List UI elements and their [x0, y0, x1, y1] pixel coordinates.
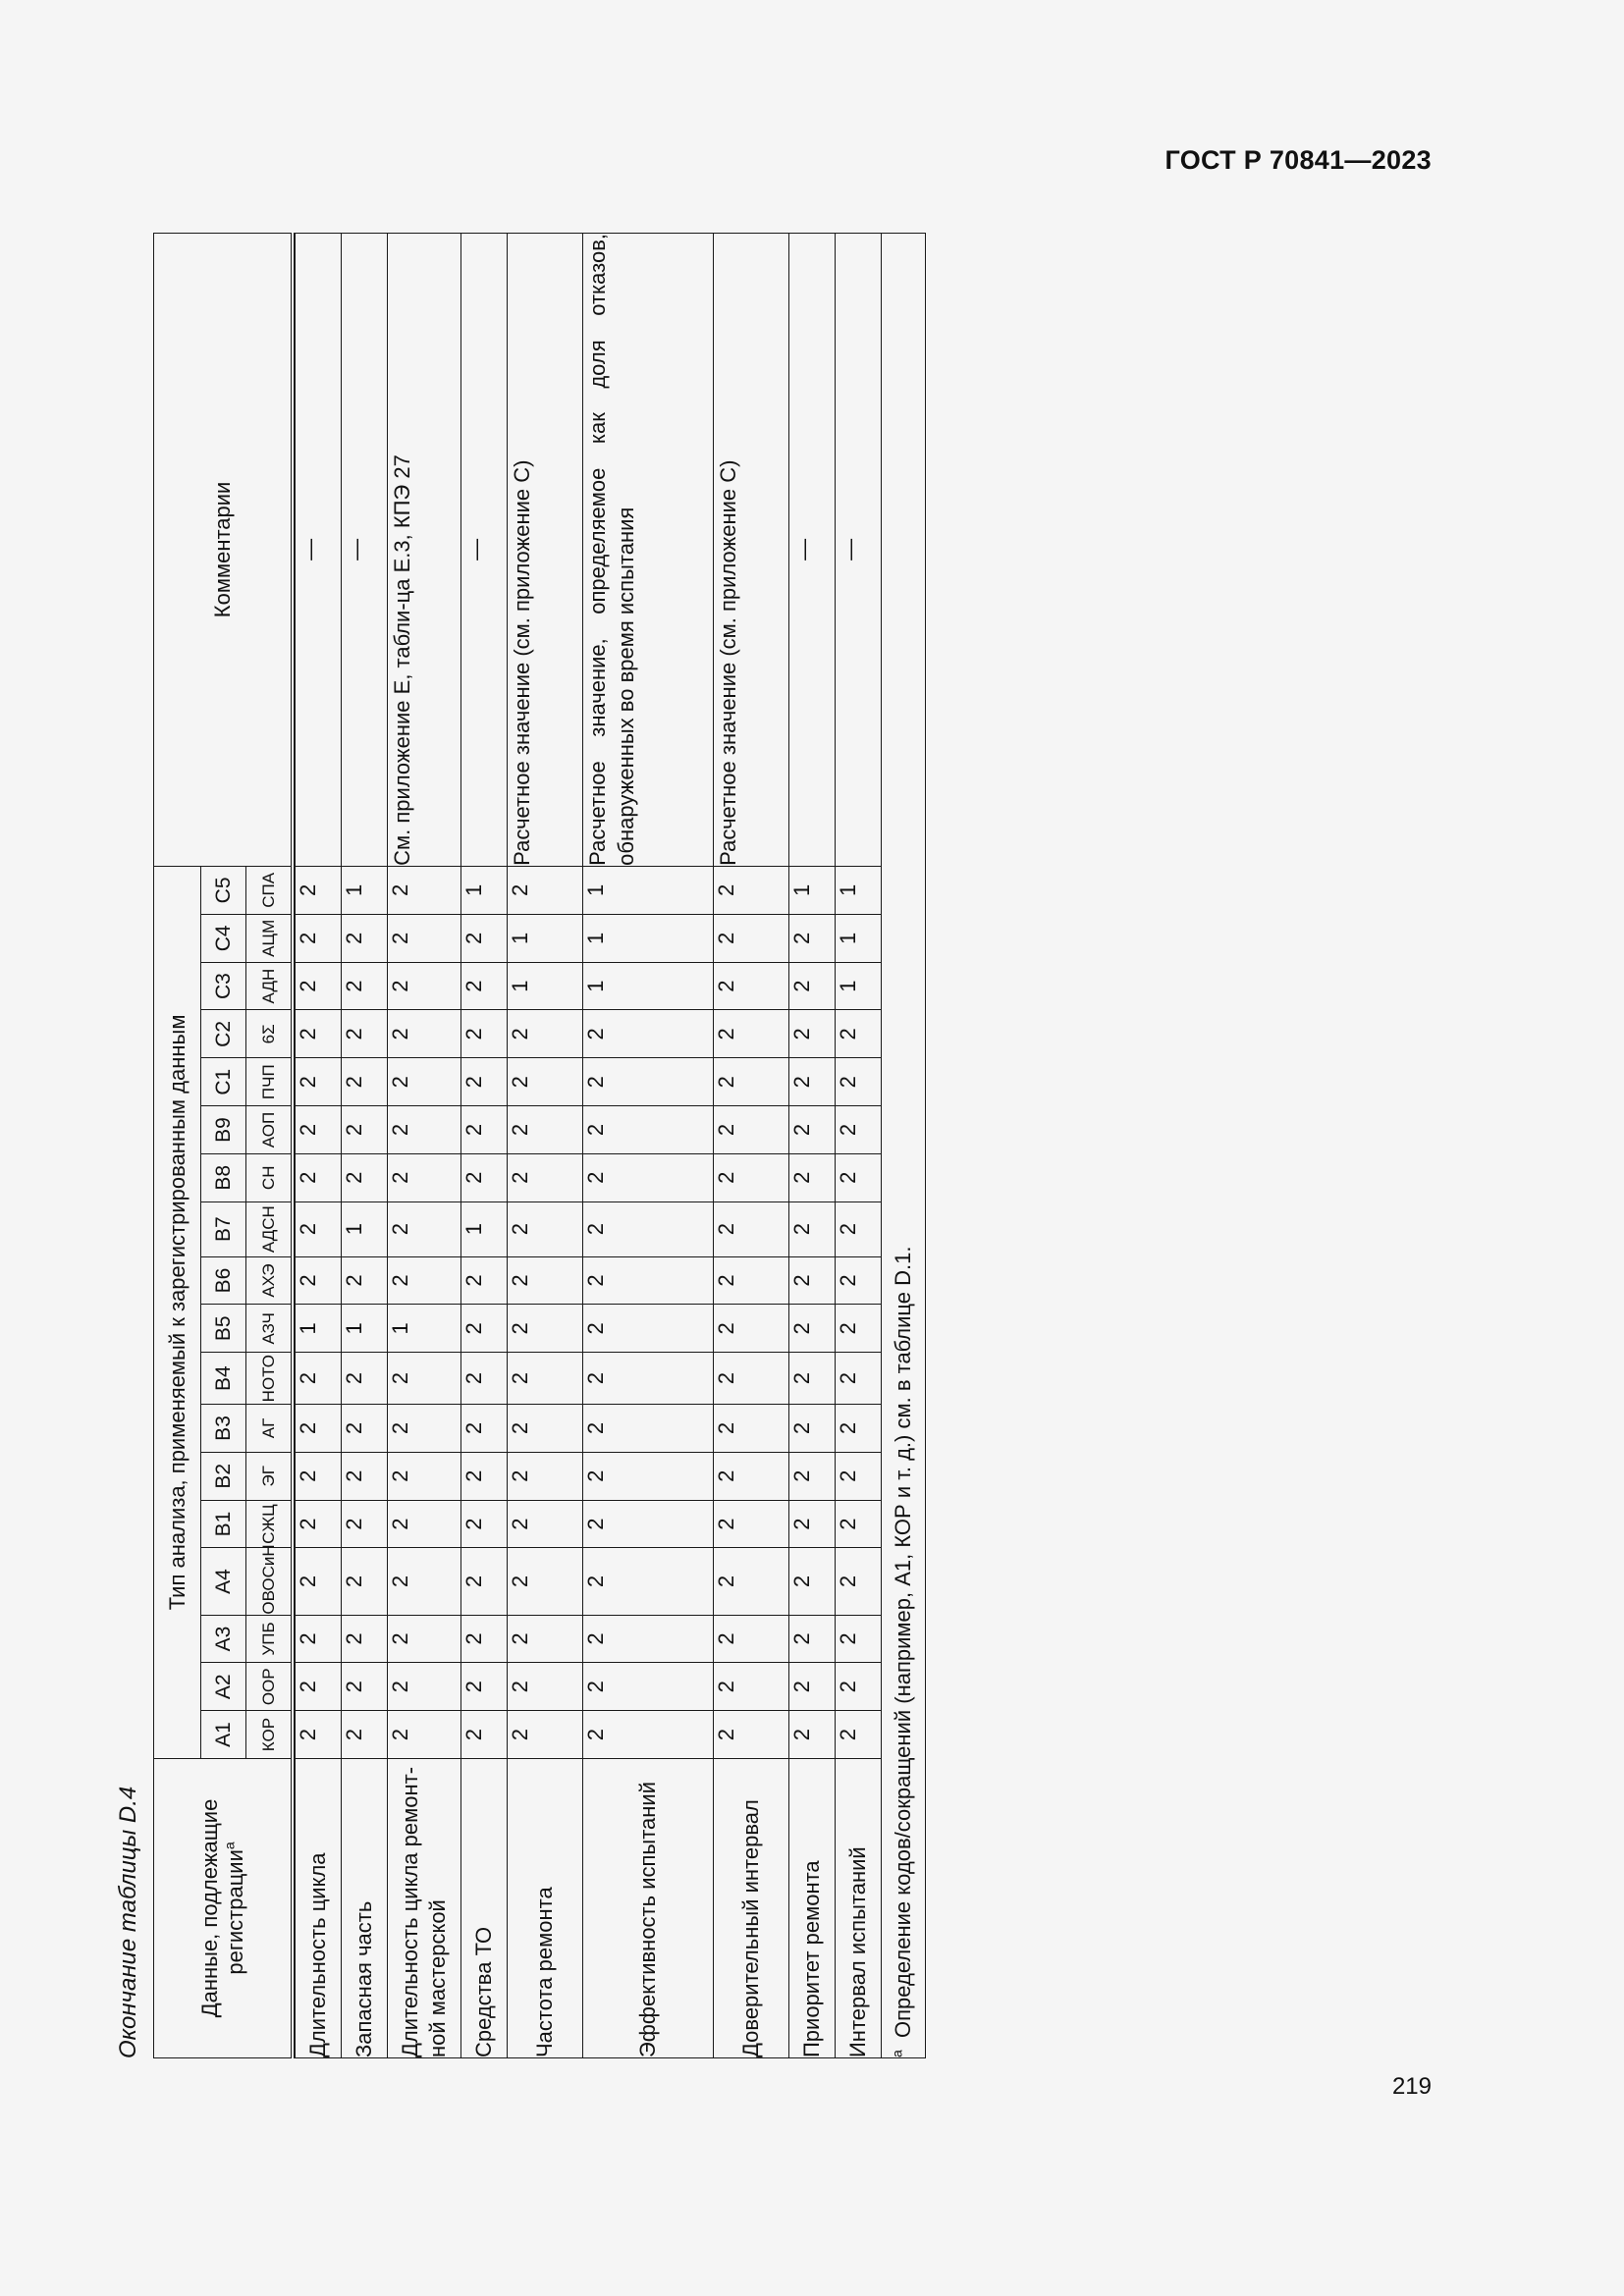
row-value: 2: [342, 962, 388, 1010]
row-label: Интервал испытаний: [836, 1758, 882, 2057]
row-value: 2: [836, 1256, 882, 1305]
analysis-code: B8: [201, 1153, 246, 1201]
row-comment: —: [836, 234, 882, 867]
row-value: 2: [836, 1548, 882, 1615]
row-label: Запасная часть: [342, 1758, 388, 2057]
row-value: 2: [583, 1405, 714, 1453]
row-value: 2: [296, 1201, 342, 1256]
row-value: 2: [714, 1106, 789, 1154]
row-value: 1: [388, 1305, 461, 1353]
row-value: 2: [508, 1106, 583, 1154]
analysis-code: A2: [201, 1663, 246, 1711]
row-value: 2: [508, 1405, 583, 1453]
row-label: Частота ремонта: [508, 1758, 583, 2057]
row-value: 2: [461, 1153, 508, 1201]
row-value: 2: [296, 1405, 342, 1453]
row-value: 2: [789, 1353, 836, 1405]
page-number: 219: [1391, 2073, 1432, 2100]
row-value: 2: [836, 1201, 882, 1256]
row-value: 2: [508, 1153, 583, 1201]
row-value: 2: [789, 1711, 836, 1759]
row-value: 2: [388, 866, 461, 914]
row-value: 2: [789, 1106, 836, 1154]
analysis-abbreviation: СПА: [246, 866, 294, 914]
analysis-abbreviation: УПБ: [246, 1615, 294, 1663]
row-value: 2: [714, 1010, 789, 1058]
row-value: 2: [714, 1500, 789, 1548]
analysis-code: C2: [201, 1010, 246, 1058]
row-value: 2: [296, 1452, 342, 1500]
row-value: 2: [714, 914, 789, 962]
row-value: 2: [583, 1201, 714, 1256]
row-value: 2: [388, 1058, 461, 1106]
row-value: 2: [836, 1500, 882, 1548]
row-value: 2: [296, 1615, 342, 1663]
row-value: 2: [789, 962, 836, 1010]
row-value: 2: [789, 1256, 836, 1305]
row-value: 2: [714, 1058, 789, 1106]
row-value: 2: [836, 1452, 882, 1500]
row-value: 1: [342, 866, 388, 914]
analysis-abbreviation: ООР: [246, 1663, 294, 1711]
row-value: 2: [508, 866, 583, 914]
row-value: 2: [583, 1500, 714, 1548]
header-data-to-register: Данные, подлежащие регистрации$^a$: [154, 1758, 294, 2057]
row-value: 2: [388, 1615, 461, 1663]
row-value: 2: [388, 1663, 461, 1711]
row-value: 2: [789, 914, 836, 962]
row-value: 2: [461, 1256, 508, 1305]
row-value: 2: [342, 1058, 388, 1106]
row-value: 2: [714, 1711, 789, 1759]
row-comment: См. приложение Е, табли-ца Е.3, КПЭ 27: [388, 234, 461, 867]
row-value: 2: [388, 914, 461, 962]
row-value: 2: [461, 1405, 508, 1453]
analysis-abbreviation: АХЭ: [246, 1256, 294, 1305]
row-comment: Расчетное значение (см. приложение С): [714, 234, 789, 867]
analysis-abbreviation: КОР: [246, 1711, 294, 1759]
data-table: [153, 233, 926, 2058]
analysis-code: B2: [201, 1452, 246, 1500]
row-value: 2: [714, 1663, 789, 1711]
row-comment: Расчетное значение (см. приложение С): [508, 234, 583, 867]
row-value: 2: [342, 1405, 388, 1453]
analysis-code: B1: [201, 1500, 246, 1548]
row-value: 2: [583, 1305, 714, 1353]
row-value: 2: [342, 1106, 388, 1154]
row-value: 2: [508, 1548, 583, 1615]
row-value: 2: [714, 1256, 789, 1305]
row-value: 2: [342, 1010, 388, 1058]
row-value: 2: [388, 1353, 461, 1405]
row-value: 1: [342, 1201, 388, 1256]
row-value: 2: [461, 1305, 508, 1353]
row-label: Приоритет ремонта: [789, 1758, 836, 2057]
document-code: ГОСТ Р 70841—2023: [1164, 145, 1432, 175]
row-label: Длительность цикла ремонт-ной мастерской: [388, 1758, 461, 2057]
row-value: 2: [508, 1256, 583, 1305]
row-comment: —: [342, 234, 388, 867]
row-comment: —: [461, 234, 508, 867]
row-comment: —: [296, 234, 342, 867]
row-label: Средства ТО: [461, 1758, 508, 2057]
row-value: 2: [342, 1256, 388, 1305]
analysis-abbreviation: СЖЦ: [246, 1500, 294, 1548]
row-value: 2: [342, 1500, 388, 1548]
analysis-code: C5: [201, 866, 246, 914]
row-value: 2: [296, 1256, 342, 1305]
row-value: 1: [583, 914, 714, 962]
row-value: 2: [836, 1353, 882, 1405]
row-value: 2: [836, 1058, 882, 1106]
row-value: 2: [508, 1305, 583, 1353]
table-row: [388, 234, 461, 2058]
row-value: 2: [342, 1153, 388, 1201]
row-value: 1: [296, 1305, 342, 1353]
table-row: [508, 234, 583, 2058]
row-value: 1: [508, 914, 583, 962]
row-value: 2: [583, 1663, 714, 1711]
row-value: 2: [461, 914, 508, 962]
analysis-code: B6: [201, 1256, 246, 1305]
row-value: 1: [583, 962, 714, 1010]
row-value: 2: [508, 1500, 583, 1548]
row-value: 2: [714, 1615, 789, 1663]
row-value: 1: [342, 1305, 388, 1353]
row-value: 2: [508, 1058, 583, 1106]
row-value: 2: [836, 1153, 882, 1201]
analysis-abbreviation: АДН: [246, 962, 294, 1010]
row-value: 2: [461, 1548, 508, 1615]
row-value: 1: [508, 962, 583, 1010]
analysis-abbreviation: ОВОСиН: [246, 1548, 294, 1615]
analysis-code: C4: [201, 914, 246, 962]
row-value: 1: [836, 866, 882, 914]
row-value: 2: [388, 1010, 461, 1058]
row-value: 2: [342, 1711, 388, 1759]
analysis-code: A4: [201, 1548, 246, 1615]
row-value: 2: [342, 1615, 388, 1663]
row-value: 2: [508, 1452, 583, 1500]
row-value: 2: [296, 914, 342, 962]
row-value: 1: [461, 1201, 508, 1256]
row-value: 2: [342, 1548, 388, 1615]
row-value: 2: [836, 1305, 882, 1353]
row-value: 2: [789, 1615, 836, 1663]
analysis-abbreviation: АОП: [246, 1106, 294, 1154]
row-value: 2: [296, 1500, 342, 1548]
row-value: 2: [583, 1058, 714, 1106]
row-value: 2: [461, 962, 508, 1010]
row-value: 2: [342, 914, 388, 962]
row-value: 2: [388, 1711, 461, 1759]
row-value: 2: [789, 1153, 836, 1201]
row-value: 2: [714, 1153, 789, 1201]
row-value: 2: [296, 1153, 342, 1201]
row-value: 2: [789, 1201, 836, 1256]
analysis-code: C1: [201, 1058, 246, 1106]
row-value: 1: [583, 866, 714, 914]
row-value: 2: [296, 1106, 342, 1154]
rotated-table-block: [106, 233, 980, 2058]
row-value: 2: [342, 1353, 388, 1405]
row-value: 2: [583, 1452, 714, 1500]
row-comment: —: [789, 234, 836, 867]
row-value: 2: [296, 1663, 342, 1711]
row-value: 2: [836, 1106, 882, 1154]
row-value: 2: [508, 1353, 583, 1405]
analysis-abbreviation: АЦМ: [246, 914, 294, 962]
row-value: 2: [508, 1663, 583, 1711]
row-value: 2: [461, 1663, 508, 1711]
row-value: 2: [296, 866, 342, 914]
row-value: 2: [583, 1353, 714, 1405]
row-value: 2: [461, 1452, 508, 1500]
row-value: 2: [583, 1106, 714, 1154]
row-value: 2: [836, 1405, 882, 1453]
row-value: 1: [836, 914, 882, 962]
row-value: 2: [461, 1615, 508, 1663]
row-value: 2: [583, 1010, 714, 1058]
row-value: 2: [388, 1548, 461, 1615]
row-value: 2: [388, 1153, 461, 1201]
row-value: 2: [714, 962, 789, 1010]
analysis-abbreviation: АГ: [246, 1405, 294, 1453]
row-value: 2: [789, 1548, 836, 1615]
analysis-abbreviation: НОТО: [246, 1353, 294, 1405]
row-value: 2: [836, 1010, 882, 1058]
analysis-abbreviation: ПЧП: [246, 1058, 294, 1106]
row-value: 2: [789, 1405, 836, 1453]
analysis-code: B4: [201, 1353, 246, 1405]
row-value: 2: [296, 1711, 342, 1759]
row-value: 2: [583, 1711, 714, 1759]
row-value: 2: [714, 866, 789, 914]
row-value: 2: [583, 1153, 714, 1201]
row-value: 2: [388, 962, 461, 1010]
row-value: 2: [714, 1405, 789, 1453]
header-analysis-type: Тип анализа, применяемый к зарегистрированным данным: [154, 866, 201, 1758]
row-value: 2: [388, 1256, 461, 1305]
analysis-code: B9: [201, 1106, 246, 1154]
row-label: Длительность цикла: [296, 1758, 342, 2057]
row-value: 2: [714, 1201, 789, 1256]
analysis-abbreviation: АЗЧ: [246, 1305, 294, 1353]
table-row: [714, 234, 789, 2058]
table-footnote: $^a$ Определение кодов/сокращений (например, А1, КОР и т. д.) см. в таблице D.1.: [882, 234, 926, 2058]
row-value: 2: [388, 1106, 461, 1154]
table-row: [583, 234, 714, 2058]
row-value: 2: [508, 1201, 583, 1256]
row-value: 2: [296, 962, 342, 1010]
row-value: 2: [508, 1010, 583, 1058]
row-value: 2: [388, 1500, 461, 1548]
row-value: 2: [461, 1353, 508, 1405]
analysis-code: B7: [201, 1201, 246, 1256]
row-value: 2: [296, 1058, 342, 1106]
row-value: 2: [789, 1452, 836, 1500]
row-value: 2: [388, 1452, 461, 1500]
row-value: 2: [789, 1500, 836, 1548]
row-value: 2: [836, 1663, 882, 1711]
table-row: [296, 234, 342, 2058]
row-value: 2: [714, 1548, 789, 1615]
header-comments: Комментарии: [154, 234, 294, 867]
row-value: 2: [461, 1106, 508, 1154]
row-value: 2: [508, 1711, 583, 1759]
row-value: 2: [583, 1256, 714, 1305]
analysis-abbreviation: ЭГ: [246, 1452, 294, 1500]
row-value: 2: [583, 1615, 714, 1663]
table-row: [789, 234, 836, 2058]
row-value: 1: [836, 962, 882, 1010]
row-value: 2: [461, 1010, 508, 1058]
row-value: 2: [714, 1353, 789, 1405]
row-value: 2: [342, 1452, 388, 1500]
row-value: 2: [342, 1663, 388, 1711]
table-row: [342, 234, 388, 2058]
table-caption: Окончание таблицы D.4: [115, 1786, 141, 2058]
table-row: [461, 234, 508, 2058]
row-value: 2: [789, 1663, 836, 1711]
analysis-abbreviation: АДСН: [246, 1201, 294, 1256]
row-value: 2: [714, 1452, 789, 1500]
row-value: 2: [388, 1201, 461, 1256]
row-label: Доверительный интервал: [714, 1758, 789, 2057]
row-value: 2: [296, 1353, 342, 1405]
row-value: 2: [789, 1058, 836, 1106]
row-value: 2: [296, 1010, 342, 1058]
row-value: 2: [836, 1711, 882, 1759]
row-value: 2: [714, 1305, 789, 1353]
row-value: 2: [789, 1010, 836, 1058]
row-value: 2: [388, 1405, 461, 1453]
row-value: 2: [461, 1058, 508, 1106]
row-value: 2: [583, 1548, 714, 1615]
row-comment: Расчетное значение, определяемое как доля отказов, обнаруженных во время испытания: [583, 234, 714, 867]
analysis-code: B5: [201, 1305, 246, 1353]
analysis-code: A3: [201, 1615, 246, 1663]
analysis-code: C3: [201, 962, 246, 1010]
row-value: 2: [461, 1500, 508, 1548]
row-value: 2: [508, 1615, 583, 1663]
analysis-code: B3: [201, 1405, 246, 1453]
analysis-code: A1: [201, 1711, 246, 1759]
analysis-abbreviation: 6Σ: [246, 1010, 294, 1058]
row-value: 1: [789, 866, 836, 914]
row-value: 2: [789, 1305, 836, 1353]
row-label: Эффективность испытаний: [583, 1758, 714, 2057]
row-value: 2: [836, 1615, 882, 1663]
table-row: [836, 234, 882, 2058]
row-value: 2: [461, 1711, 508, 1759]
row-value: 2: [296, 1548, 342, 1615]
row-value: 1: [461, 866, 508, 914]
analysis-abbreviation: СН: [246, 1153, 294, 1201]
